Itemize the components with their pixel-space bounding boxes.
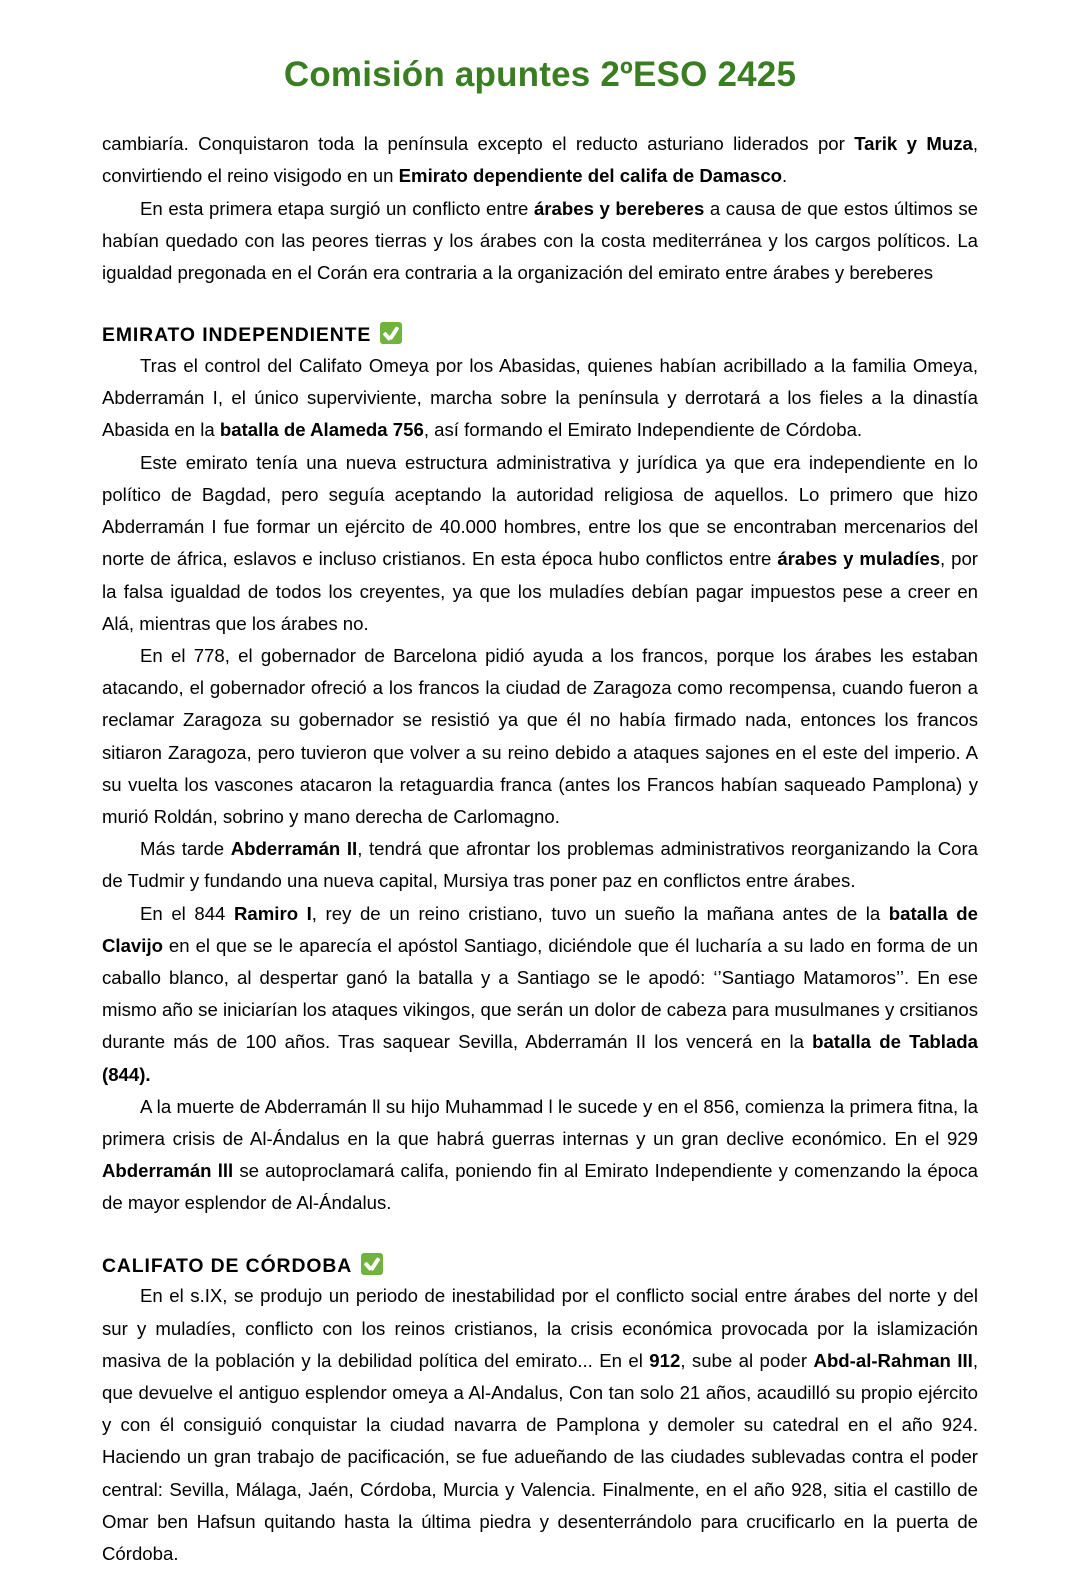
text-run-bold: árabes y muladíes — [777, 548, 941, 570]
text-run: se autoproclamará califa, poniendo fin al Emirato Independiente y comenzando la época de mayor esplendor de Al-Ándalus. — [102, 1160, 979, 1214]
text-run: A la muerte de Abderramán ll su hijo Muhammad l le sucede y en el 856, comienza la primera fitna, la primera crisis de Al-Ándalus en la que habrá guerras internas y un gran declive económico. En el 929 — [102, 1095, 978, 1149]
text-run-bold: Abderramán lll — [102, 1160, 234, 1182]
section-heading-califato-de-cordoba — [102, 1250, 978, 1281]
text-run-bold: batalla de Alameda 756 — [219, 419, 424, 441]
text-run: , convirtiendo el reino visigodo en un — [102, 133, 978, 187]
text-run-bold: batalla de Clavijo — [102, 902, 978, 956]
text-run: En el 778, el gobernador de Barcelona pidió ayuda a los francos, porque los árabes les estaban atacando, el gobernador ofreció a los francos la ciudad de Zaragoza como recompensa, cuando fueron a reclamar Zaragoza su gobernador se resistió ya que él no había firmado nada, entonces los francos sitiaron Zaragoza, pero tuvieron que volver a su reino debido a ataques sajones en el este del imperio. A su vuelta los vascones atacaron la retaguardia franca (antes los Francos habían saqueado Pamplona) y murió Roldán, sobrino y mano derecha de Carlomagno. — [102, 644, 978, 827]
paragraph-muerte-abderraman — [102, 1091, 978, 1220]
text-run: Tras el control del Califato Omeya por los Abasidas, quienes habían acribillado a la familia Omeya, Abderramán I, el único superviviente, marcha sobre la península y derrotará a los fieles a la dinastía Abasida en la — [102, 355, 978, 441]
section-heading-emirato-independiente — [102, 319, 978, 350]
section-heading-label: EMIRATO INDEPENDIENTE — [102, 324, 372, 347]
paragraph-primera-etapa — [102, 193, 978, 290]
white-heavy-check-mark-icon — [361, 1253, 383, 1275]
section-spacer — [102, 289, 978, 319]
text-run-bold: Abd-al-Rahman III — [813, 1349, 973, 1371]
text-run-bold: batalla de Tablada (844). — [102, 1031, 978, 1085]
paragraph-844 — [102, 898, 978, 1091]
text-run: en el que se le aparecía el apóstol Santiago, diciéndole que él lucharía a su lado en forma de un caballo blanco, al despertar ganó la batalla y a Santiago se le apodó: ‘’Santiago Matamoros’’. En ese mismo año se iniciarían los ataques vikingos, que serán un dolor de cabeza para musulmanes y crsitianos durante más de 100 años. Tras saquear Sevilla, Abderramán II los vencerá en la — [102, 934, 978, 1053]
paragraph-mas-tarde — [102, 833, 978, 897]
text-run-bold: Abderramán II — [230, 838, 358, 860]
text-run: , así formando el Emirato Independiente de Córdoba. — [423, 419, 863, 441]
paragraph-cambiaria — [102, 128, 978, 192]
white-heavy-check-mark-icon — [380, 322, 402, 344]
text-run-bold: Emirato dependiente del califa de Damasco — [398, 165, 783, 187]
text-run-bold: 912 — [649, 1349, 681, 1371]
text-run: , tendrá que afrontar los problemas administrativos reorganizando la Cora de Tudmir y fundando una nueva capital, Mursiya tras poner paz en conflictos entre árabes. — [102, 838, 978, 892]
text-run: Más tarde — [140, 838, 231, 860]
text-run: En el s.IX, se produjo un periodo de inestabilidad por el conflicto social entre árabes del norte y del sur y muladíes, conflicto con los reinos cristianos, la crisis económica provocada por la islamización masiva de la población y la debilidad política del emirato... En el — [102, 1285, 978, 1371]
text-run: , sube al poder — [680, 1349, 814, 1371]
text-run: En esta primera etapa surgió un conflicto entre — [140, 197, 534, 219]
text-run: . — [782, 165, 788, 187]
text-run: , rey de un reino cristiano, tuvo un sueño la mañana antes de la — [311, 902, 889, 924]
paragraph-siglo-ix — [102, 1280, 978, 1570]
text-run: En el 844 — [140, 902, 234, 924]
paragraph-tras-control — [102, 350, 978, 447]
section-spacer — [102, 1220, 978, 1250]
text-run: cambiaría. Conquistaron toda la península excepto el reducto asturiano liderados por — [102, 133, 855, 155]
text-run: , por la falsa igualdad de todos los creyentes, ya que los muladíes debían pagar impuestos pese a creer en Alá, mientras que los árabes no. — [102, 548, 978, 634]
page-title: Comisión apuntes 2ºESO 2425 — [283, 55, 797, 94]
text-run: a causa de que estos últimos se habían quedado con las peores tierras y los árabes con la costa mediterránea y los cargos políticos. La igualdad pregonada en el Corán era contraria a la organización del emirato entre árabes y bereberes — [102, 197, 978, 283]
section-heading-label: CALIFATO DE CÓRDOBA — [102, 1254, 353, 1277]
paragraph-778 — [102, 640, 978, 833]
text-run: , que devuelve el antiguo esplendor omeya a Al-Andalus, Con tan solo 21 años, acaudilló su propio ejército y con él consiguió conquistar la ciudad navarra de Pamplona y demoler su catedral en el año 924. Haciendo un gran trabajo de pacificación, se fue adueñando de las ciudades sublevadas contra el poder central: Sevilla, Málaga, Jaén, Córdoba, Murcia y Valencia. Finalmente, en el año 928, sitia el castillo de Omar ben Hafsun quitando hasta la última piedra y desenterrándolo para crucificarlo en la puerta de Córdoba. — [102, 1349, 978, 1565]
text-run: Este emirato tenía una nueva estructura administrativa y jurídica ya que era independiente en lo político de Bagdad, pero seguía aceptando la autoridad religiosa de aquellos. Lo primero que hizo Abderramán I fue formar un ejército de 40.000 hombres, entre los que se encontraban mercenarios del norte de áfrica, eslavos e incluso cristianos. En esta época hubo conflictos entre — [102, 451, 978, 570]
text-run-bold: Ramiro I — [233, 902, 312, 924]
paragraph-este-emirato — [102, 447, 978, 640]
text-run-bold: árabes y bereberes — [533, 197, 705, 219]
text-run-bold: Tarik y Muza — [854, 133, 973, 155]
